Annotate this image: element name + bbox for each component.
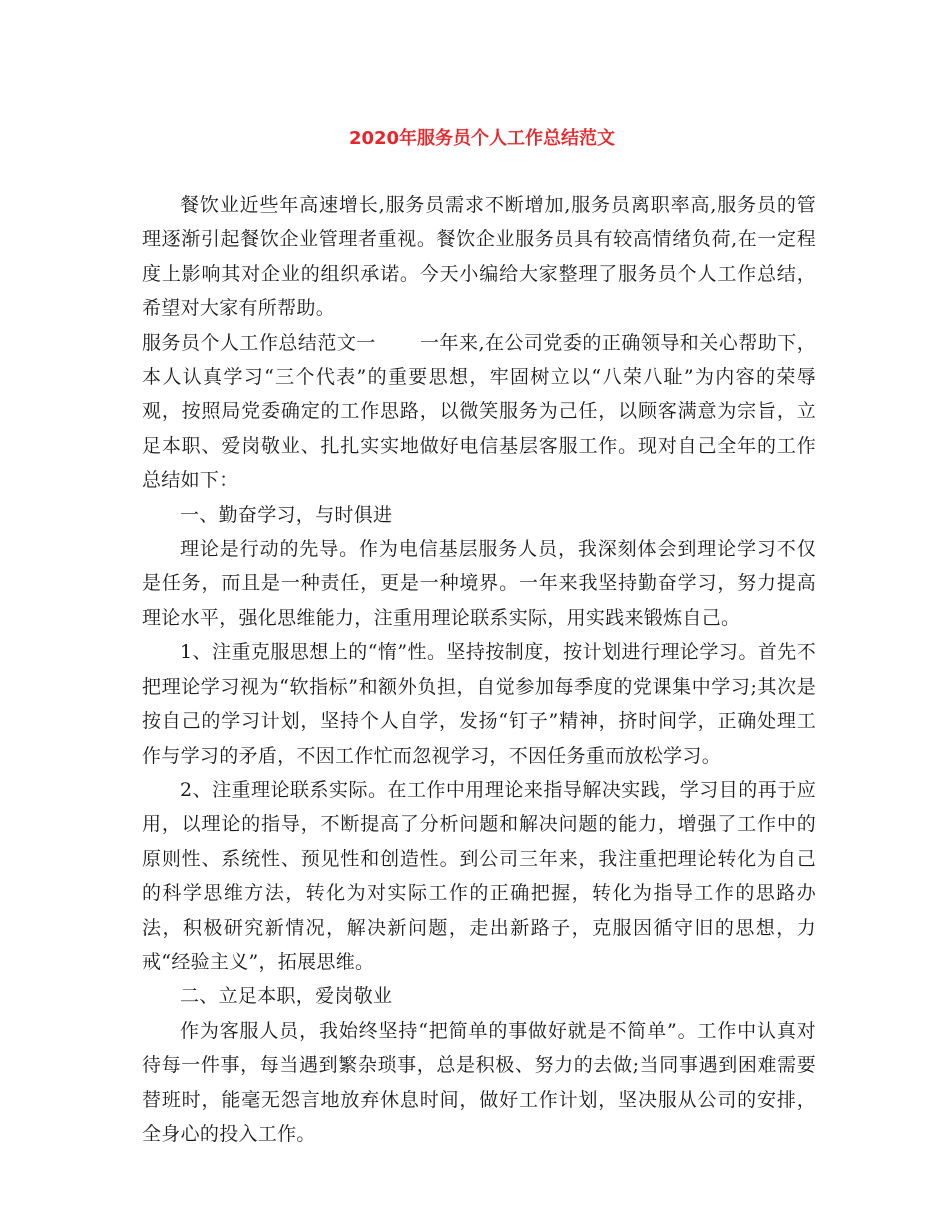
heading-dedication: 二、立足本职，爱岗敬业 [180,985,393,1008]
paragraph-service: 作为客服人员，我始终坚持“把简单的事做好就是不简单”。工作中认真对待每一件事，每当遇到繁杂琐事，总是积极、努力的去做;当同事遇到困难需要替班时，能毫无怨言地放弃休息时间，做好工作计划，坚决服从公司的安排，全身心的投入工作。 [142,1019,816,1145]
paragraph-point-2: 2、注重理论联系实际。在工作中用理论来指导解决实践，学习目的再于应用，以理论的指导，不断提高了分析问题和解决问题的能力，增强了工作中的原则性、系统性、预见性和创造性。到公司三年来，我注重把理论转化为自己的科学思维方法，转化为对实际工作的正确把握，转化为指导工作的思路办法，积极研究新情况，解决新问题，走出新路子，克服因循守旧的思想，力戒“经验主义”，拓展思维。 [142,778,816,973]
intro-paragraph: 餐饮业近些年高速增长,服务员需求不断增加,服务员离职率高,服务员的管理逐渐引起餐饮企业管理者重视。餐饮企业服务员具有较高情绪负荷,在一定程度上影响其对企业的组织承诺。今天小编给大家整理了服务员个人工作总结，希望对大家有所帮助。 [142,194,816,320]
sample-heading: 服务员个人工作总结范文一 [142,331,376,354]
paragraph-point-1: 1、注重克服思想上的“惰”性。坚持按制度，按计划进行理论学习。首先不把理论学习视为“软指标”和额外负担，自觉参加每季度的党课集中学习;其次是按自己的学习计划，坚持个人自学，发扬“钉子”精神，挤时间学，正确处理工作与学习的矛盾，不因工作忙而忽视学习，不因任务重而放松学习。 [142,641,816,767]
paragraph-theory: 理论是行动的先导。作为电信基层服务人员，我深刻体会到理论学习不仅是任务，而且是一种责任，更是一种境界。一年来我坚持勤奋学习，努力提高理论水平，强化思维能力，注重用理论联系实际，用实践来锻炼自己。 [142,538,816,629]
sample-opening-text: 一年来,在公司党委的正确领导和关心帮助下，本人认真学习“三个代表”的重要思想，牢固树立以“八荣八耻”为内容的荣辱观，按照局党委确定的工作思路，以微笑服务为己任，以顾客满意为宗旨，立足本职、爱岗敬业、扎扎实实地做好电信基层客服工作。现对自己全年的工作总结如下： [142,331,817,492]
heading-study: 一、勤奋学习，与时俱进 [180,503,393,526]
document-body [142,188,816,1151]
section-sample-paragraph [142,326,816,498]
document-title: 2020年服务员个人工作总结范文 [348,128,616,149]
